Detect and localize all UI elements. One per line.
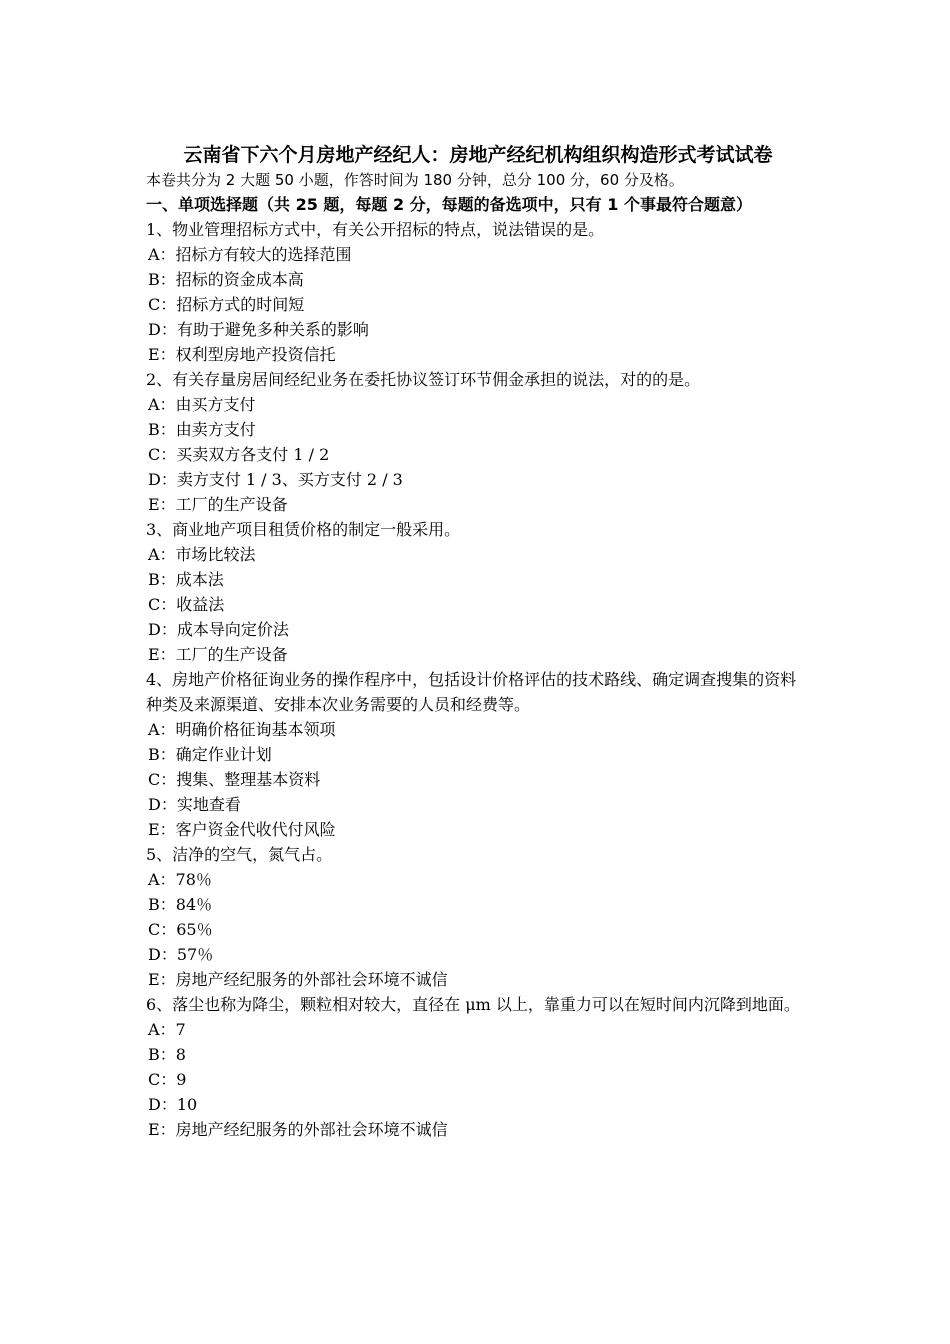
- option-a: A：由买方支付: [148, 395, 256, 414]
- option-c: C：搜集、整理基本资料: [148, 770, 321, 789]
- option-c: C：收益法: [148, 595, 225, 614]
- option-d: D：有助于避免多种关系的影响: [148, 320, 369, 339]
- question-6: [146, 992, 810, 1142]
- option-d: D：卖方支付 1 / 3、买方支付 2 / 3: [148, 470, 403, 489]
- exam-intro: 本卷共分为 2 大题 50 小题，作答时间为 180 分钟，总分 100 分，60 分及格。: [146, 171, 684, 189]
- option-b: B：由卖方支付: [148, 420, 256, 439]
- option-b: B：84％: [148, 895, 213, 914]
- question-text: 5、洁净的空气，氮气占。: [146, 845, 333, 864]
- question-text: 6、落尘也称为降尘，颗粒相对较大，直径在 μm 以上，靠重力可以在短时间内沉降到地面。: [146, 995, 800, 1014]
- option-d: D：10: [148, 1095, 198, 1114]
- option-d: D：实地查看: [148, 795, 241, 814]
- question-1: [146, 217, 810, 367]
- option-b: B：成本法: [148, 570, 224, 589]
- question-text: 2、有关存量房居间经纪业务在委托协议签订环节佣金承担的说法，对的的是。: [146, 370, 701, 389]
- question-text: 1、物业管理招标方式中，有关公开招标的特点，说法错误的是。: [146, 220, 605, 239]
- option-c: C：买卖双方各支付 1 / 2: [148, 445, 330, 464]
- option-c: C：9: [148, 1070, 187, 1089]
- option-a: A：招标方有较大的选择范围: [148, 245, 352, 264]
- option-e: E：工厂的生产设备: [148, 495, 288, 514]
- section-heading: 一、单项选择题（共 25 题，每题 2 分，每题的备选项中，只有 1 个事最符合题意）: [146, 195, 752, 214]
- option-e: E：房地产经纪服务的外部社会环境不诚信: [148, 1120, 448, 1139]
- option-b: B：8: [148, 1045, 186, 1064]
- option-d: D：57％: [148, 945, 214, 964]
- question-5: [146, 842, 810, 992]
- option-b: B：确定作业计划: [148, 745, 272, 764]
- question-text: 4、房地产价格征询业务的操作程序中，包括设计价格评估的技术路线、确定调查搜集的资料种类及来源渠道、安排本次业务需要的人员和经费等。: [146, 670, 797, 714]
- question-2: [146, 367, 810, 517]
- option-e: E：权利型房地产投资信托: [148, 345, 336, 364]
- option-a: A：78％: [148, 870, 212, 889]
- option-c: C：65％: [148, 920, 213, 939]
- option-b: B：招标的资金成本高: [148, 270, 304, 289]
- option-e: E：工厂的生产设备: [148, 645, 288, 664]
- option-e: E：客户资金代收代付风险: [148, 820, 336, 839]
- option-a: A：市场比较法: [148, 545, 256, 564]
- question-3: [146, 517, 810, 667]
- question-text: 3、商业地产项目租赁价格的制定一般采用。: [146, 520, 461, 539]
- option-d: D：成本导向定价法: [148, 620, 289, 639]
- document-body: [146, 142, 810, 1142]
- option-a: A：7: [148, 1020, 186, 1039]
- document-title: 云南省下六个月房地产经纪人：房地产经纪机构组织构造形式考试试卷: [183, 144, 773, 166]
- option-e: E：房地产经纪服务的外部社会环境不诚信: [148, 970, 448, 989]
- option-a: A：明确价格征询基本领项: [148, 720, 336, 739]
- option-c: C：招标方式的时间短: [148, 295, 305, 314]
- question-4: [146, 667, 810, 842]
